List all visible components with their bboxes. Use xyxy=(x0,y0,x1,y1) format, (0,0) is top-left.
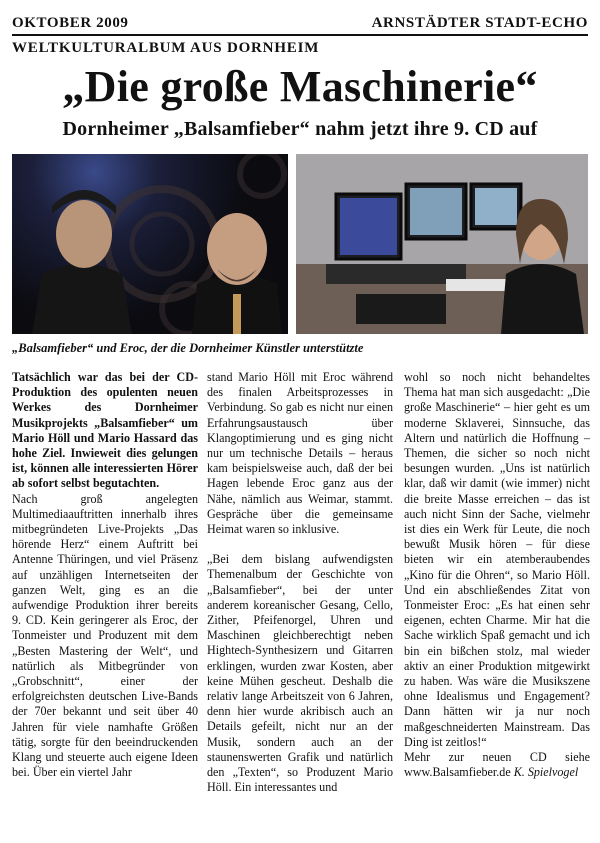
band-photo-illustration xyxy=(12,154,288,334)
author-signature: K. Spielvogel xyxy=(513,765,579,780)
studio-photo xyxy=(296,154,588,334)
body-paragraph: wohl so noch nicht behandeltes Thema hat man sich ausgedacht: „Die große Maschinerie“ – hier geht es um moderne Sklaverei, Sinnsuche, das Altern und natürlich die Hoffnung – Themen, die sicher so noch nicht besungen wurden. „Uns ist natürlich klar, daß wir damit (wie immer) nicht die breite Masse erreichen – das ist auch nicht Sinn der Sache, vielmehr ist dies ein Werk für Leute, die noch bewußt Musik hören – für diese bieten wir ein atemberaubendes „Kino für die Ohren“, so Mario Höll. Und ein abschließendes Zitat von Tonmeister Eroc: „Es hat einen sehr eigenen, echten Charme. Mir hat die Sache wirklich Spaß gemacht und ich bin ein bißchen stolz, mal wieder aktiv an einer Produktion mitgewirkt zu haben. Was wäre die Musikszene ohne Idealismus und Engagement? Dann hätten wir ja nur noch maßgeschneiderten Mainstream. Das Ding ist zeitlos!“ xyxy=(404,370,590,749)
body-paragraph: „Bei dem bislang aufwendigsten Themenalbum der Geschichte von „Balsamfieber“, bei der unter anderem koreanischer Gesang, Cello, Zither, Pfeifenorgel, Uhren und Maschinen gleichberechtigt neben Hightech-Synthesizern und Gitarren erklingen, wurden zwar Kosten, aber keine Mühen gescheut. Deshalb die relativ lange Arbeitszeit von 6 Jahren, denn hier wurde akribisch auch an Details gefeilt, nicht nur an der Musik, sondern auch an der staunenswerten Grafik und natürlich den „Texten“, so Produzent Mario Höll. Ein interessantes und xyxy=(207,552,393,795)
kicker: WELTKULTURALBUM AUS DORNHEIM xyxy=(12,40,320,56)
masthead xyxy=(12,4,588,32)
headline: „Die große Maschinerie“ xyxy=(62,62,538,111)
more-info-text: Mehr zur neuen CD siehe www.Balsamfieber.de xyxy=(404,750,590,780)
lead-paragraph: Tatsächlich war das bei der CD-Produktion des opulenten neuen Werkes des Dornheimer Musikprojekts „Balsamfieber“ um Mario Höll und Mario Hassard das hohe Ziel. Inwieweit dies gelungen ist, können alle interessierten Hörer ab sofort selbst begutachten. xyxy=(12,370,198,491)
photo-caption: „Balsamfieber“ und Eroc, der die Dornheimer Künstler unterstützte xyxy=(12,341,364,355)
column-3 xyxy=(404,370,590,780)
body-paragraph: Nach groß angelegten Multimediaauftritten innerhalb ihres mitbegründeten Live-Projekts „Das hörende Herz“ einem Auftritt bei Antenne Thüringen, und viel Präsenz auf unzähligen Internetseiten der ganzen Welt, ging es an die aufwendige Produktion ihrer bereits 9. CD. Kein geringerer als Eroc, der Tonmeister und Produzent mit dem „Besten Mastering der Welt“, und natürlich als Mitbegründer von „Grobschnitt“, einer der erfolgreichsten deutschen Live-Bands der 70er bekannt und seit über 40 Jahren für viele namhafte Größen tätig, sorgte für den beeindruckenden Klang und steuerte auch eigene Ideen bei. Über ein viertel Jahr xyxy=(12,491,198,780)
subheadline: Dornheimer „Balsamfieber“ nahm jetzt ihre 9. CD auf xyxy=(62,118,538,140)
studio-photo-illustration xyxy=(296,154,588,334)
column-1 xyxy=(12,370,198,780)
body-paragraph: stand Mario Höll mit Eroc während des finalen Arbeitsprozesses in Verbindung. So gab es nicht nur einen Erfahrungsaustausch über Klangoptimierung und es ging nicht nur um technische Details – heraus kam beispielsweise auch, daß der bei Hagen lebende Eroc ganz aus der Nähe, nämlich aus Weimar, stammt. Gespräche über die gemeinsame Heimat waren so inklusive. xyxy=(207,370,393,537)
newspaper-name: ARNSTÄDTER STADT-ECHO xyxy=(371,15,588,31)
column-2 xyxy=(207,370,393,795)
closing-line xyxy=(404,750,590,780)
issue-date: OKTOBER 2009 xyxy=(12,15,129,31)
band-photo xyxy=(12,154,288,334)
masthead-rule xyxy=(12,34,588,36)
